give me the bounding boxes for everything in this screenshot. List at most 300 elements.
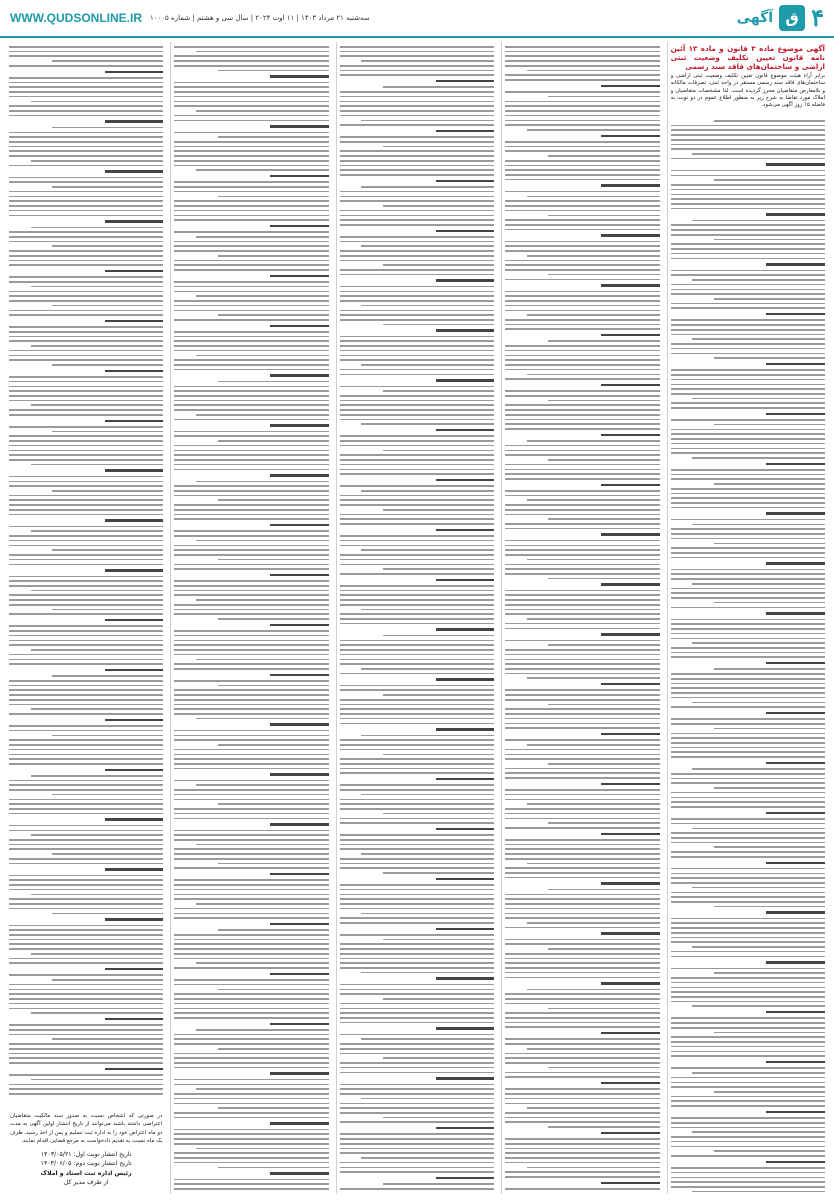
text-line — [383, 1183, 494, 1185]
entry-heading-line — [766, 862, 825, 864]
text-line — [174, 509, 328, 511]
text-line — [174, 419, 328, 421]
text-line — [505, 568, 659, 570]
text-line — [31, 160, 164, 162]
text-line — [505, 777, 659, 779]
text-line — [9, 939, 163, 941]
text-line — [340, 917, 494, 919]
entry-heading-line — [766, 562, 825, 564]
text-line — [505, 205, 659, 207]
text-line — [383, 390, 494, 392]
text-line — [9, 331, 163, 333]
text-line — [174, 530, 328, 532]
text-line — [174, 514, 328, 516]
text-line — [671, 419, 825, 421]
text-line — [340, 1152, 494, 1154]
text-line — [174, 150, 328, 152]
text-line — [505, 390, 659, 392]
text-line — [340, 485, 494, 487]
text-line — [548, 578, 659, 580]
text-line — [505, 1143, 659, 1145]
text-line — [196, 236, 329, 238]
text-line — [505, 853, 659, 855]
text-line — [9, 654, 163, 656]
text-line — [174, 359, 328, 361]
text-line — [9, 141, 163, 143]
text-line — [340, 649, 494, 651]
text-line — [671, 170, 825, 172]
entry-heading-line — [105, 170, 164, 172]
entry-heading-line — [436, 628, 495, 630]
entry-heading-line — [601, 683, 660, 685]
entry-heading-line — [766, 163, 825, 165]
entry-heading-line — [601, 882, 660, 884]
text-line — [505, 490, 659, 492]
text-line — [340, 150, 494, 152]
text-line — [9, 181, 163, 183]
text-line — [9, 958, 163, 960]
text-line — [505, 649, 659, 651]
text-line — [174, 993, 328, 995]
text-line — [671, 1055, 825, 1057]
text-line — [174, 535, 328, 537]
text-line — [527, 1048, 660, 1050]
text-line — [340, 96, 494, 98]
text-line — [174, 813, 328, 815]
text-line — [340, 319, 494, 321]
text-line — [505, 1072, 659, 1074]
text-line — [671, 882, 825, 884]
text-line — [340, 803, 494, 805]
text-line — [671, 792, 825, 794]
text-line — [9, 725, 163, 727]
text-line — [671, 592, 825, 594]
text-line — [505, 590, 659, 592]
text-line — [174, 445, 328, 447]
text-line — [505, 1093, 659, 1095]
text-line — [527, 803, 660, 805]
text-line — [9, 1048, 163, 1050]
text-line — [505, 799, 659, 801]
text-line — [671, 1141, 825, 1143]
text-line — [671, 968, 825, 970]
text-line — [527, 863, 660, 865]
text-line — [196, 1148, 329, 1150]
text-line — [671, 877, 825, 879]
text-line — [527, 989, 660, 991]
text-line — [196, 903, 329, 905]
text-line — [9, 925, 163, 927]
text-line — [9, 450, 163, 452]
text-line — [9, 210, 163, 212]
text-line — [505, 428, 659, 430]
text-line — [505, 867, 659, 869]
text-line — [31, 894, 164, 896]
text-line — [505, 450, 659, 452]
text-line — [174, 1157, 328, 1159]
text-line — [671, 488, 825, 490]
text-line — [9, 291, 163, 293]
entry-heading-line — [766, 812, 825, 814]
text-line — [340, 1121, 494, 1123]
text-line — [9, 908, 163, 910]
text-line — [671, 547, 825, 549]
text-line — [174, 450, 328, 452]
text-line — [671, 478, 825, 480]
text-line — [671, 683, 825, 685]
text-line — [340, 51, 494, 53]
text-line — [340, 1053, 494, 1055]
text-line — [9, 46, 163, 48]
text-line — [340, 663, 494, 665]
text-line — [714, 906, 825, 908]
text-line — [505, 962, 659, 964]
text-line — [505, 359, 659, 361]
text-line — [9, 445, 163, 447]
text-line — [692, 457, 825, 459]
text-line — [671, 433, 825, 435]
entry-heading-line — [270, 374, 329, 376]
text-line — [9, 96, 163, 98]
page-header — [0, 0, 834, 38]
text-line — [671, 868, 825, 870]
text-line — [9, 200, 163, 202]
text-line — [174, 300, 328, 302]
text-line — [174, 1003, 328, 1005]
text-line — [505, 827, 659, 829]
text-line — [174, 1179, 328, 1181]
text-line — [340, 440, 494, 442]
text-line — [671, 348, 825, 350]
text-line — [505, 369, 659, 371]
text-line — [340, 141, 494, 143]
text-line — [671, 832, 825, 834]
text-line — [671, 369, 825, 371]
text-line — [505, 305, 659, 307]
entry-heading-line — [105, 569, 164, 571]
text-line — [671, 652, 825, 654]
text-line — [9, 1008, 163, 1010]
text-line — [692, 702, 825, 704]
text-line — [340, 799, 494, 801]
text-line — [671, 125, 825, 127]
text-line — [548, 340, 659, 342]
text-line — [9, 989, 163, 991]
text-line — [505, 654, 659, 656]
text-line — [671, 293, 825, 295]
text-line — [671, 569, 825, 571]
text-line — [361, 853, 494, 855]
website-url[interactable]: WWW.QUDSONLINE.IR — [10, 11, 142, 25]
entry-heading-line — [601, 932, 660, 934]
text-line — [31, 1079, 164, 1081]
text-line — [174, 735, 328, 737]
text-line — [340, 374, 494, 376]
text-line — [340, 559, 494, 561]
text-line — [671, 243, 825, 245]
text-line — [174, 1034, 328, 1036]
text-line — [671, 253, 825, 255]
text-line — [505, 350, 659, 352]
text-line — [174, 894, 328, 896]
text-line — [383, 754, 494, 756]
text-line — [9, 1043, 163, 1045]
entry-heading-line — [105, 868, 164, 870]
text-line — [196, 414, 329, 416]
text-line — [671, 194, 825, 196]
text-line — [383, 813, 494, 815]
text-line — [714, 846, 825, 848]
text-line — [505, 1043, 659, 1045]
text-line — [218, 440, 329, 442]
text-line — [31, 834, 164, 836]
text-line — [671, 248, 825, 250]
quds-logo-icon: ق — [779, 5, 805, 31]
text-line — [505, 754, 659, 756]
entry-heading-line — [270, 325, 329, 327]
text-line — [9, 576, 163, 578]
text-line — [505, 514, 659, 516]
text-line — [340, 590, 494, 592]
text-line — [174, 699, 328, 701]
text-line — [174, 1093, 328, 1095]
text-line — [548, 644, 659, 646]
text-line — [218, 863, 329, 865]
text-line — [505, 250, 659, 252]
text-line — [671, 1146, 825, 1148]
entry-heading-line — [601, 583, 660, 585]
text-line — [548, 1126, 659, 1128]
entry-heading-line — [105, 1068, 164, 1070]
text-line — [174, 739, 328, 741]
text-line — [671, 552, 825, 554]
text-line — [9, 635, 163, 637]
text-line — [505, 345, 659, 347]
text-line — [340, 1084, 494, 1086]
text-line — [340, 834, 494, 836]
text-line — [505, 1171, 659, 1173]
text-line — [174, 55, 328, 57]
text-line — [340, 359, 494, 361]
text-line — [505, 727, 659, 729]
column-1 — [667, 42, 828, 1194]
text-line — [340, 336, 494, 338]
text-line — [527, 70, 660, 72]
text-line — [671, 619, 825, 621]
text-line — [174, 1067, 328, 1069]
text-line — [671, 469, 825, 471]
text-line — [9, 400, 163, 402]
text-line — [527, 1167, 660, 1169]
text-line — [9, 1024, 163, 1026]
text-line — [671, 628, 825, 630]
text-line — [671, 597, 825, 599]
text-line — [340, 1043, 494, 1045]
text-line — [340, 958, 494, 960]
text-line — [671, 557, 825, 559]
text-line — [174, 948, 328, 950]
text-line — [196, 1029, 329, 1031]
text-line — [9, 509, 163, 511]
text-line — [174, 908, 328, 910]
entry-heading-line — [436, 1027, 495, 1029]
entry-heading-line — [766, 512, 825, 514]
text-line — [174, 269, 328, 271]
text-line — [174, 369, 328, 371]
text-line — [340, 300, 494, 302]
entry-heading-line — [766, 263, 825, 265]
text-line — [9, 177, 163, 179]
text-line — [9, 948, 163, 950]
text-line — [174, 231, 328, 233]
entry-heading-line — [766, 911, 825, 913]
text-line — [340, 459, 494, 461]
text-line — [174, 115, 328, 117]
text-line — [714, 120, 825, 122]
text-line — [714, 1150, 825, 1152]
text-line — [505, 1062, 659, 1064]
text-line — [174, 568, 328, 570]
text-line — [174, 1057, 328, 1059]
text-line — [340, 822, 494, 824]
entry-heading-line — [436, 479, 495, 481]
text-line — [340, 993, 494, 995]
text-line — [505, 1088, 659, 1090]
text-line — [52, 60, 163, 62]
text-line — [692, 398, 825, 400]
text-line — [9, 165, 163, 167]
text-line — [505, 1026, 659, 1028]
text-line — [671, 673, 825, 675]
text-line — [671, 189, 825, 191]
text-line — [548, 1008, 659, 1010]
text-line — [671, 502, 825, 504]
text-line — [174, 644, 328, 646]
entry-heading-line — [766, 463, 825, 465]
text-line — [9, 336, 163, 338]
text-line — [505, 1103, 659, 1105]
text-line — [361, 735, 494, 737]
text-line — [671, 1027, 825, 1029]
text-line — [714, 543, 825, 545]
text-line — [340, 708, 494, 710]
text-line — [692, 338, 825, 340]
text-line — [9, 514, 163, 516]
text-line — [218, 803, 329, 805]
text-line — [671, 1177, 825, 1179]
text-line — [52, 675, 163, 677]
text-line — [9, 554, 163, 556]
text-line — [9, 281, 163, 283]
text-line — [340, 623, 494, 625]
text-line — [340, 1093, 494, 1095]
text-line — [505, 219, 659, 221]
text-line — [218, 314, 329, 316]
text-line — [527, 677, 660, 679]
text-line — [671, 393, 825, 395]
text-line — [174, 165, 328, 167]
entry-heading-line — [601, 284, 660, 286]
text-line — [505, 464, 659, 466]
text-line — [174, 435, 328, 437]
text-line — [340, 219, 494, 221]
entry-heading-line — [601, 334, 660, 336]
text-line — [505, 1121, 659, 1123]
text-line — [174, 1143, 328, 1145]
text-line — [671, 1036, 825, 1038]
text-line — [505, 599, 659, 601]
text-line — [671, 573, 825, 575]
text-line — [9, 730, 163, 732]
text-line — [548, 274, 659, 276]
text-line — [9, 694, 163, 696]
text-line — [361, 186, 494, 188]
text-line — [340, 210, 494, 212]
text-line — [692, 887, 825, 889]
text-line — [671, 1051, 825, 1053]
text-line — [9, 395, 163, 397]
text-line — [548, 763, 659, 765]
text-line — [340, 236, 494, 238]
text-line — [671, 1046, 825, 1048]
entry-heading-line — [436, 878, 495, 880]
text-line — [714, 972, 825, 974]
text-line — [340, 196, 494, 198]
text-line — [383, 450, 494, 452]
text-line — [692, 946, 825, 948]
text-line — [340, 718, 494, 720]
text-line — [174, 1183, 328, 1185]
entry-heading-line — [270, 275, 329, 277]
text-line — [505, 640, 659, 642]
text-line — [671, 1086, 825, 1088]
text-line — [174, 1112, 328, 1114]
text-line — [340, 962, 494, 964]
text-line — [9, 844, 163, 846]
text-line — [692, 279, 825, 281]
text-line — [671, 303, 825, 305]
text-line — [340, 169, 494, 171]
text-line — [340, 673, 494, 675]
text-line — [671, 851, 825, 853]
text-line — [174, 409, 328, 411]
text-line — [671, 747, 825, 749]
text-line — [174, 834, 328, 836]
text-line — [505, 264, 659, 266]
text-line — [671, 402, 825, 404]
text-line — [174, 630, 328, 632]
text-line — [52, 305, 163, 307]
text-line — [9, 858, 163, 860]
text-line — [340, 74, 494, 76]
text-line — [505, 540, 659, 542]
text-line — [340, 644, 494, 646]
text-line — [340, 1008, 494, 1010]
text-line — [671, 1022, 825, 1024]
text-line — [9, 903, 163, 905]
text-line — [505, 768, 659, 770]
text-line — [671, 1017, 825, 1019]
text-line — [505, 898, 659, 900]
text-line — [196, 110, 329, 112]
text-line — [505, 1138, 659, 1140]
signatory-name: رئیس اداره ثبت اسناد و املاک — [40, 1169, 132, 1177]
text-line — [218, 744, 329, 746]
text-line — [505, 324, 659, 326]
entry-heading-line — [436, 828, 495, 830]
text-line — [174, 120, 328, 122]
entry-heading-line — [270, 75, 329, 77]
